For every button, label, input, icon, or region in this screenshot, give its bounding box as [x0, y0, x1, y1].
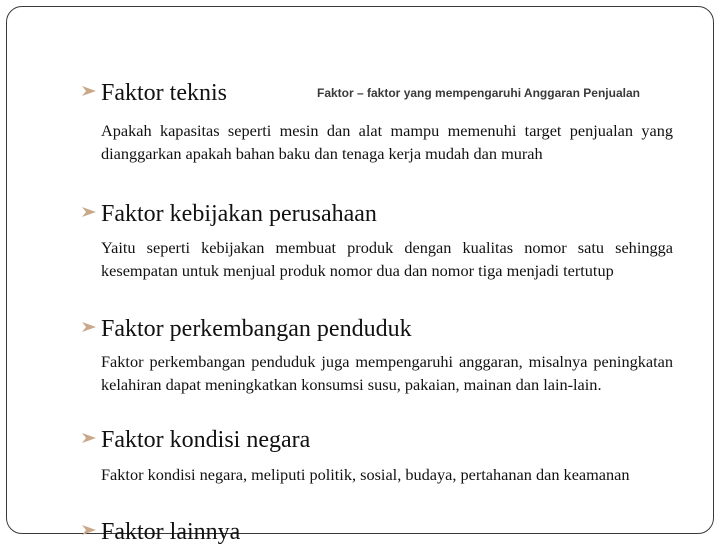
section-heading-text: Faktor lainnya	[101, 519, 241, 545]
section-body-faktor-kebijakan: Yaitu seperti kebijakan membuat produk dengan kualitas nomor satu sehingga kesempatan untuk menjual produk nomor dua dan nomor tiga menjadi tertutup	[101, 238, 673, 280]
section-heading-text: Faktor teknis	[101, 80, 227, 106]
section-heading-text: Faktor perkembangan penduduk	[101, 316, 412, 342]
section-body-faktor-teknis: Apakah kapasitas seperti mesin dan alat mampu memenuhi target penjualan yang dianggarkan apakah bahan baku dan tenaga kerja mudah dan murah	[101, 121, 673, 163]
section-body-faktor-kondisi: Faktor kondisi negara, meliputi politik, sosial, budaya, pertahanan dan keamanan	[101, 465, 630, 484]
section-heading-faktor-perkembangan	[80, 315, 412, 343]
section-heading-faktor-lainnya	[80, 518, 240, 546]
arrow-bullet-icon	[80, 204, 101, 220]
arrow-bullet-icon	[80, 522, 101, 538]
section-heading-text: Faktor kebijakan perusahaan	[101, 201, 377, 227]
slide-subtitle: Faktor – faktor yang mempengaruhi Anggaran Penjualan	[317, 86, 640, 100]
section-body-faktor-perkembangan: Faktor perkembangan penduduk juga mempengaruhi anggaran, misalnya peningkatan kelahiran dapat meningkatkan konsumsi susu, pakaian, mainan dan lain-lain.	[101, 352, 673, 394]
arrow-bullet-icon	[80, 319, 101, 335]
arrow-bullet-icon	[80, 83, 101, 99]
section-heading-faktor-kondisi	[80, 426, 310, 454]
section-heading-faktor-teknis	[80, 79, 227, 107]
arrow-bullet-icon	[80, 430, 101, 446]
section-heading-text: Faktor kondisi negara	[101, 427, 311, 453]
section-heading-faktor-kebijakan	[80, 200, 377, 228]
